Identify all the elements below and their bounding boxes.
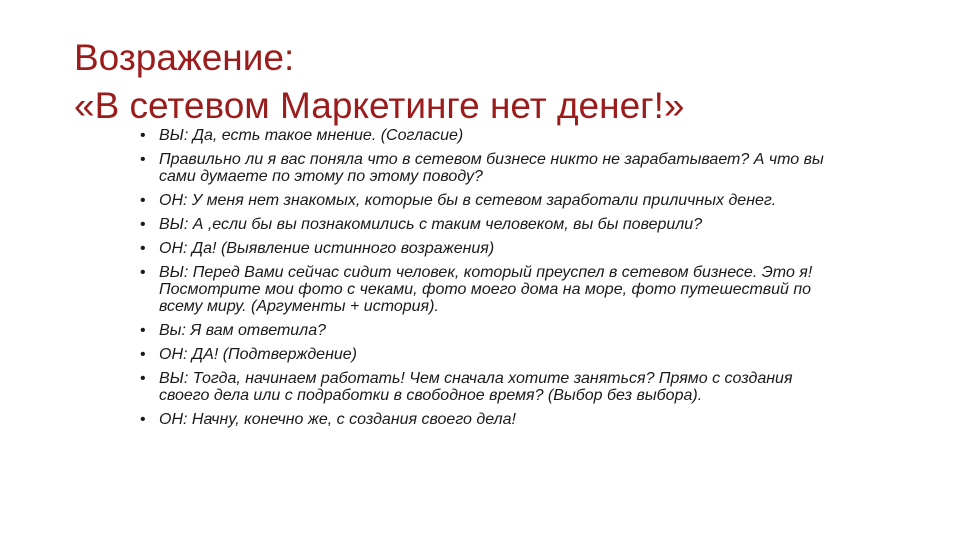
bullet-dot-icon: • [140,127,146,144]
bullet-list [140,127,840,435]
bullet-item [140,322,840,339]
bullet-text: ВЫ: Тогда, начинаем работать! Чем сначала хотите заняться? Прямо с создания своего дела или с подработки в свободное время? (Выбор без выбора). [159,370,793,404]
title-line-2: «В сетевом Маркетинге нет денег!» [74,85,685,126]
bullet-item [140,151,840,185]
bullet-dot-icon: • [140,192,146,209]
bullet-text: ВЫ: Да, есть такое мнение. (Согласие) [159,127,464,144]
bullet-dot-icon: • [140,370,146,387]
bullet-text: ОН: Начну, конечно же, с создания своего дела! [159,411,516,428]
bullet-item [140,240,840,257]
bullet-text: ВЫ: А ,если бы вы познакомились с таким человеком, вы бы поверили? [159,216,703,233]
bullet-item [140,264,840,315]
bullet-text: ОН: У меня нет знакомых, которые бы в сетевом заработали приличных денег. [159,192,777,209]
bullet-dot-icon: • [140,411,146,428]
bullet-dot-icon: • [140,322,146,339]
bullet-dot-icon: • [140,151,146,168]
bullet-item [140,411,840,428]
bullet-text: Вы: Я вам ответила? [159,322,326,339]
bullet-text: ОН: Да! (Выявление истинного возражения) [159,240,495,257]
bullet-dot-icon: • [140,216,146,233]
bullet-item [140,370,840,404]
slide-title [74,34,914,130]
title-line-1: Возражение: [74,37,295,78]
bullet-text: ОН: ДА! (Подтверждение) [159,346,358,363]
bullet-item [140,216,840,233]
bullet-dot-icon: • [140,240,146,257]
bullet-item [140,346,840,363]
bullet-dot-icon: • [140,346,146,363]
bullet-item [140,192,840,209]
bullet-text: ВЫ: Перед Вами сейчас сидит человек, который преуспел в сетевом бизнесе. Это я! Посмотрите мои фото с чеками, фото моего дома на море, фото путешествий по всему миру. (Аргументы + история). [159,264,813,315]
bullet-text: Правильно ли я вас поняла что в сетевом бизнесе никто не зарабатывает? А что вы сами думаете по этому по этому поводу? [159,151,824,185]
bullet-item [140,127,840,144]
bullet-dot-icon: • [140,264,146,281]
